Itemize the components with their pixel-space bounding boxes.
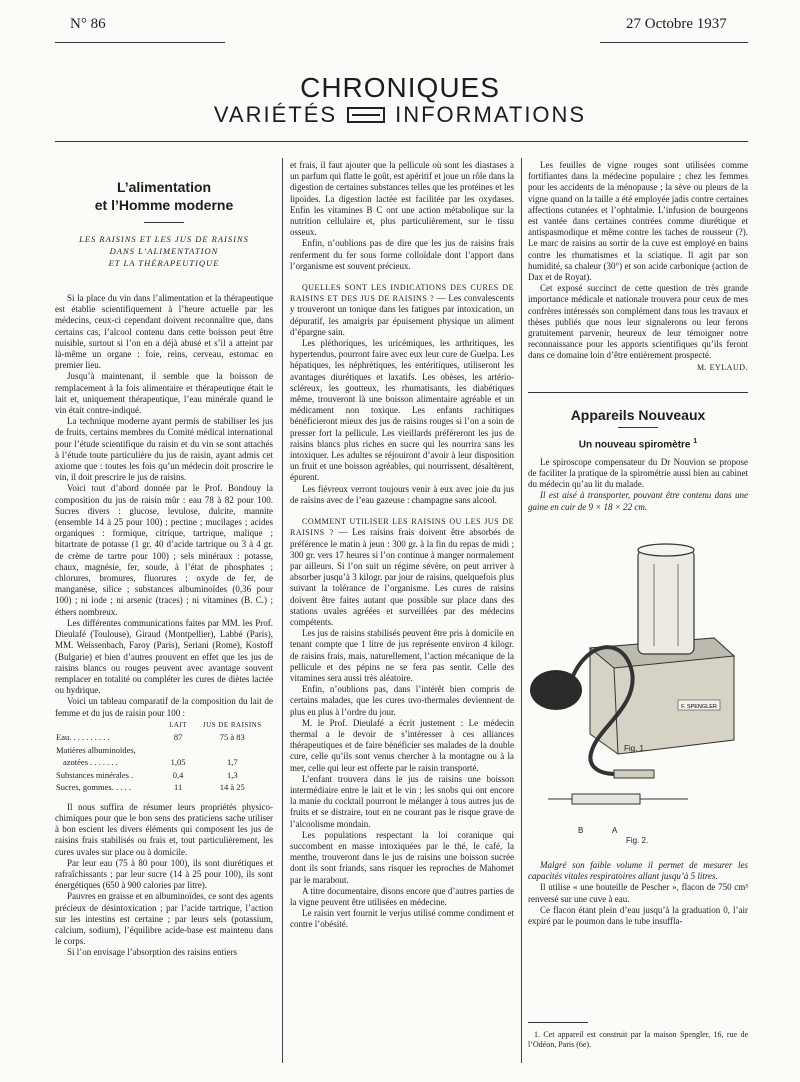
table-row <box>55 781 273 794</box>
masthead-ornament-icon <box>347 107 385 123</box>
table-cell: Eau. . . . . . . . . . <box>56 732 110 743</box>
paragraph: Voici tout d’abord donnée par le Prof. Bondouy la composition du jus de raisin mûr : eau 78 à 82 pour 100. Sucres divers : glucose, levulose, dulcite, mannite (ensemble 14 à 25 pour 100) ; pectine ; mucilages ; acides organiques : formique, citrique, tartrique, malique ; bitartrate de potasse (1 gr. 40 d’acide tartrique ou 3 à 4 gr. de crème de tartre pour 100) ; sels minéraux : potasse, chaux, magnésie, fer, soude, à l’état de phosphates ; chlorures, bromures, fluorures ; oxyde de fer, de manganèse, silice ; substances albuminoïdes (0,36 pour 100) ; ni iode ; ni arsenic (traces) ; ni vitamines (B. C.) ; éthers nombreux. <box>55 483 273 617</box>
device-label-text: F. SPENGLER <box>681 704 717 710</box>
footnote-rule <box>528 1022 588 1023</box>
dek-line: ET LA THÉRAPEUTIQUE <box>108 258 220 268</box>
question-lead: QUELLES SONT LES INDICATIONS DES CURES DE RAISINS ET DES JUS DE RAISINS ? <box>290 283 514 304</box>
table-cell: 87 <box>173 732 183 743</box>
table-cell: 1,05 <box>170 757 186 768</box>
paragraph: Les feuilles de vigne rouges sont utilisées comme fortifiantes dans la médecine populaire ; chez les femmes pour les accidents de la ménopause ; la sève ou pleurs de la vigne quand on la taille a été employée jadis contre certaines affections cutanées et l’ophtalmie. L’infusion de bourgeons est vantée dans certaines contrées comme diurétique et antispasmodique et même contre les taches de rousseur (?). Le marc de raisins au sortir de la cuve est employé en bains contre les rhumatismes et la sciatique. Il agit par son humidité, sa chaleur (30°) et son acide carbonique (action de Dax et de Royat). <box>528 160 748 283</box>
footnote-marker: 1 <box>693 438 698 446</box>
fig2-tube-shape <box>572 794 640 804</box>
footnote <box>528 1030 748 1062</box>
article-title-line-2: et l’Homme moderne <box>94 197 234 213</box>
header-rule-left <box>55 42 225 43</box>
article-dek <box>55 233 273 269</box>
table-cell <box>165 744 192 757</box>
column-rule-2 <box>521 158 522 1063</box>
table-header-blank <box>55 719 165 732</box>
paragraph: Les jus de raisins stabilisés peuvent être pris à domicile en tenant compte que 1 litre de jus représente environ 4 kilogr. de raisins frais, mais, naturellement, l’action mécanique de la pellicule et des pépins ne se fera pas sentir. Celle des vitamines sera aussi très aléatoire. <box>290 628 514 683</box>
glass-cylinder-shape <box>638 550 694 654</box>
subtitle-text: Un nouveau spiromètre <box>578 439 691 451</box>
question-text: — Les raisins frais doivent être absorbés de préférence le matin à jeun : 300 gr. à la fin du repas de midi ; 300 gr. vers 17 heures si l’on continue à manger normalement par ailleurs. Si l’on suit un régime sévère, on peut arriver à absorber jusqu’à 3 kilogr. par jour de raisins, quelquefois plus suivant la tolérance de l’organisme. Les cures de raisins doivent être faites autant que possible sur place dans des stations uvales agréées et surveillées par des médecins compétents. <box>290 527 514 627</box>
table-row <box>55 744 273 757</box>
masthead-right-word: INFORMATIONS <box>395 102 587 127</box>
section-title: Appareils Nouveaux <box>570 410 706 423</box>
paragraph: Enfin, n’oublions pas de dire que les jus de raisins frais renferment du fer sous forme colloïdale dont l’apport dans l’organisme est souvent précieux. <box>290 238 514 271</box>
issue-date: 27 Octobre 1937 <box>626 16 727 32</box>
table-cell: 1,7 <box>226 757 238 768</box>
table-cell <box>192 744 274 757</box>
question-lead: COMMENT UTILISER LES RAISINS OU LES JUS DE RAISINS ? <box>290 517 514 538</box>
paragraph: et frais, il faut ajouter que la pellicule où sont les diastases a un parfum qui flatte le goût, est apéritif et joue un rôle dans la digestion de certaines substances telles que les protéines et les lipoïdes. La digestion lactée est facilitée par les oxydases. Enfin les vitamines B C ont une action métabolique sur la nutrition cellulaire et, plus particulièrement, sur le tissu osseux. <box>290 160 514 238</box>
spirometer-figure <box>528 530 748 810</box>
table-header-lait: LAIT <box>169 720 188 729</box>
article-subtitle <box>528 436 748 451</box>
paragraph: Le spiroscope compensateur du Dr Nouvion se propose de faciliter la pratique de la spirométrie aussi bien au cabinet du médecin qu’au lit du malade. <box>528 456 748 490</box>
column-rule-1 <box>282 158 283 1063</box>
composition-table <box>55 719 273 794</box>
figure-2-caption: Fig. 2. <box>626 836 649 845</box>
table-cell: 14 à 25 <box>219 782 245 793</box>
paragraph: M. le Prof. Dieulafé a écrit justement : Le médecin thermal a le devoir de s’intéresser à ces alliances thérapeutiques et de faire bénéficier ses malades de la double cure, celle qu’ils sont venus chercher à la montagne ou à la mer, celle qui leur est offerte par le raisin transporté. <box>290 717 514 773</box>
paragraph: Par leur eau (75 à 80 pour 100), ils sont diurétiques et rafraîchissants ; par leur sucre (14 à 25 pour 100), ils sont énergétiques (650 à 900 calories par litre). <box>55 857 273 891</box>
paragraph: Enfin, n’oublions pas, dans l’intérêt bien compris de certains malades, que les cures uvo-thermales deviennent de plus en plus à l’ordre du jour. <box>290 684 514 717</box>
issue-number: N° 86 <box>70 16 106 32</box>
dek-line: DANS L’ALIMENTATION <box>109 246 219 256</box>
question-paragraph <box>290 282 514 338</box>
table-row <box>55 769 273 782</box>
paragraph: Les différentes communications faites par MM. les Prof. Dieulafé (Toulouse), Giraud (Montpellier), Labbé (Paris), MM. Weissenbach, Faroy (Paris), Seriani (Rome), Kostoff (Bulgarie) et bien d’autres prouvent en effet que les jus de raisins blancs ou rouges peuvent avec avantage souvent remplacer en totalité ou compléter les cures de diètes lactée ou hydrique. <box>55 617 273 696</box>
article-column-3-top <box>528 160 748 388</box>
table-cell: 0,4 <box>172 769 184 780</box>
title-rule <box>144 222 184 223</box>
rubber-bulb-shape <box>530 670 582 710</box>
appareils-section <box>528 410 748 550</box>
paragraph: Il utilise « une bouteille de Pescher », flacon de 750 cm³ renversé sur une cuve à eau. <box>528 882 748 904</box>
paragraph: Cet exposé succinct de cette question de très grande importance médicale et nationale trouvera pour ceux de mes confrères intéressés son complément dans tous les travaux et thèses publiés que nous leur signalerons ou leur ferons gratuitement parvenir, heureux de leur témoigner notre reconnaissance pour les apports scientifiques qu’ils feront dans ce domaine loin d’être entièrement prospecté. <box>528 283 748 361</box>
paragraph: Le raisin vert fournit le verjus utilisé comme condiment et contre l’obésité. <box>290 908 514 930</box>
table-cell: azotées . . . . . . . <box>63 757 118 768</box>
table-cell: 1,3 <box>226 769 238 780</box>
question-text: — Les convalescents y trouveront un tonique dans les fatigues par intoxication, un dépuratif, les amaigris par épuisement physique un aliment d’épargne sain. <box>290 293 514 337</box>
paragraph: Les fiévreux verront toujours venir à eux avec joie du jus de raisins avec de l’eau gazeuse : champagne sans alcool. <box>290 483 514 505</box>
paragraph: Les populations respectant la loi coranique qui succombent en masse intoxiquées par le thé, le café, la menthe, trouveront dans le jus de raisins une boisson sucrée dont ils sont friands, sans risquer les reproches de Mahomet par le marabout. <box>290 829 514 885</box>
paragraph: Si la place du vin dans l’alimentation et la thérapeutique est établie scientifiquement à l’heure actuelle par les médecins, ceux-ci cependant doivent reconnaître que, dans certains cas, l’alcool contenu dans cette boisson peut être nuisible, surtout si l’on en a déjà abusé et s’il a atteint par là-même un organe : foie, reins, cerveau, estomac en premier lieu. <box>55 293 273 371</box>
footnote-text: 1. Cet appareil est construit par la maison Spengler, 16, rue de l’Odéon, Paris (6e). <box>528 1030 748 1049</box>
table-header-jus: JUS DE RAISINS <box>202 720 262 729</box>
paragraph: Si l’on envisage l’absorption des raisins entiers <box>67 947 237 958</box>
masthead-subtitle <box>0 102 800 128</box>
masthead-rule <box>55 141 748 142</box>
paragraph: Ce flacon étant plein d’eau jusqu’à la graduation 0, l’air expiré par le poumon dans le tube insuffla- <box>528 904 748 927</box>
article-title <box>55 178 273 214</box>
table-row <box>55 756 273 769</box>
table-cell: Matières albuminoïdes, <box>56 744 136 755</box>
paragraph: L’enfant trouvera dans le jus de raisins une boisson intermédiaire entre le lait et le vin ; les snobs qui ont encore la manie du cocktail pourront le mélanger à tous autres jus de fruits et se distraire, tout en ne courant pas le risque grave de l’alcoolisme mondain. <box>290 773 514 829</box>
dek-line: LES RAISINS ET LES JUS DE RAISINS <box>79 234 249 244</box>
question-paragraph <box>290 516 514 628</box>
masthead-title: CHRONIQUES <box>300 72 500 103</box>
table-cell: 11 <box>174 782 183 793</box>
figure-1-caption: Fig. 1. <box>624 744 647 753</box>
table-cell: Substances minérales . <box>56 769 134 780</box>
paragraph: Il est aisé à transporter, pouvant être contenu dans une gaine en cuir de 9 × 18 × 22 cm. <box>528 490 748 512</box>
paragraph: A titre documentaire, disons encore que d’autres parties de la vigne peuvent être utilisées en médecine. <box>290 885 514 907</box>
figure-2-label-a: A <box>612 826 618 835</box>
masthead-left-word: VARIÉTÉS <box>213 102 338 127</box>
figure-2-label-b: B <box>578 826 584 835</box>
table-row <box>55 731 273 744</box>
section-rule <box>528 392 748 393</box>
mouthpiece-shape <box>614 770 654 778</box>
article-column-2 <box>290 160 514 1062</box>
paragraph: La technique moderne ayant permis de stabiliser les jus de fruits, certains membres du Comité médical international pour l’étude scientifique du raisin et du vin se sont attachés à l’étude toute particulière du jus de raisin, ayant admis cet axiome que : toutes les fois qu’un médecin doit proscrire le vin, il doit prescrire le jus de raisins. <box>55 416 273 483</box>
section-title-rule <box>618 427 658 428</box>
glass-cylinder-rim <box>638 544 694 556</box>
paragraph: Malgré son faible volume il permet de mesurer les capacités vitales respiratoires allant jusqu’à 5 litres. <box>528 860 748 882</box>
article-column-1 <box>55 178 273 1062</box>
appareils-section-continued <box>528 860 748 1010</box>
paragraph: Voici un tableau comparatif de la composition du lait de femme et du jus de raisin pour 100 : <box>55 696 273 718</box>
header-rule-right <box>600 42 748 43</box>
paragraph: Pauvres en graisse et en albuminoïdes, ce sont des agents précieux de désintoxication ; par l’acide tartrique, l’action sur les intestins est certaine ; par leurs sels (potassium, calcium, sodium), l’équilibre acide-base est maintenu dans le corps. <box>55 891 273 947</box>
paragraph: Jusqu’à maintenant, il semble que la boisson de remplacement à la fois alimentaire et thérapeutique était le lait et, uniquement thérapeutique, l’eau minérale quand le vin était contre-indiqué. <box>55 371 273 416</box>
article-title-line-1: L’alimentation <box>116 179 212 195</box>
paragraph: Les pléthoriques, les uricémiques, les arthritiques, les hypertendus, pourront faire avec eux leur cure de Guelpa. Les hépatiques, les néphrétiques, les entéritiques, utiliseront les avantages diurétiques et laxatifs. Les obèses, les artério-scléreux, les goutteux, les rhumatisants, les diabétiques même, trouveront là une boisson alimentaire agréable et un médicament non toxique. Les enfants rachitiques bénéficieront mieux des jus de raisins rouges si l’on a soin de presser fort la pellicule. Les vieillards préféreront les jus de raisins blancs plus riches en sucre qui les nourrira sans les intoxiquer. Les adultes se réjouiront d’avoir à leur disposition un fruit et une boisson agréables, qui nourrissent, désaltèrent, épurent. <box>290 338 514 483</box>
table-cell: Sucres, gommes. . . . . <box>56 782 131 793</box>
author-signature: M. EYLAUD. <box>697 362 748 372</box>
paragraph: Il nous suffira de résumer leurs propriétés physico-chimiques pour que le bon sens des praticiens sache utiliser à bon escient les divers éléments qui composent les jus de raisins frais stabilisés ou frais et, tout particulièrement, les cures uvales sur place ou à domicile. <box>55 801 273 857</box>
table-cell: 75 à 83 <box>219 732 245 743</box>
